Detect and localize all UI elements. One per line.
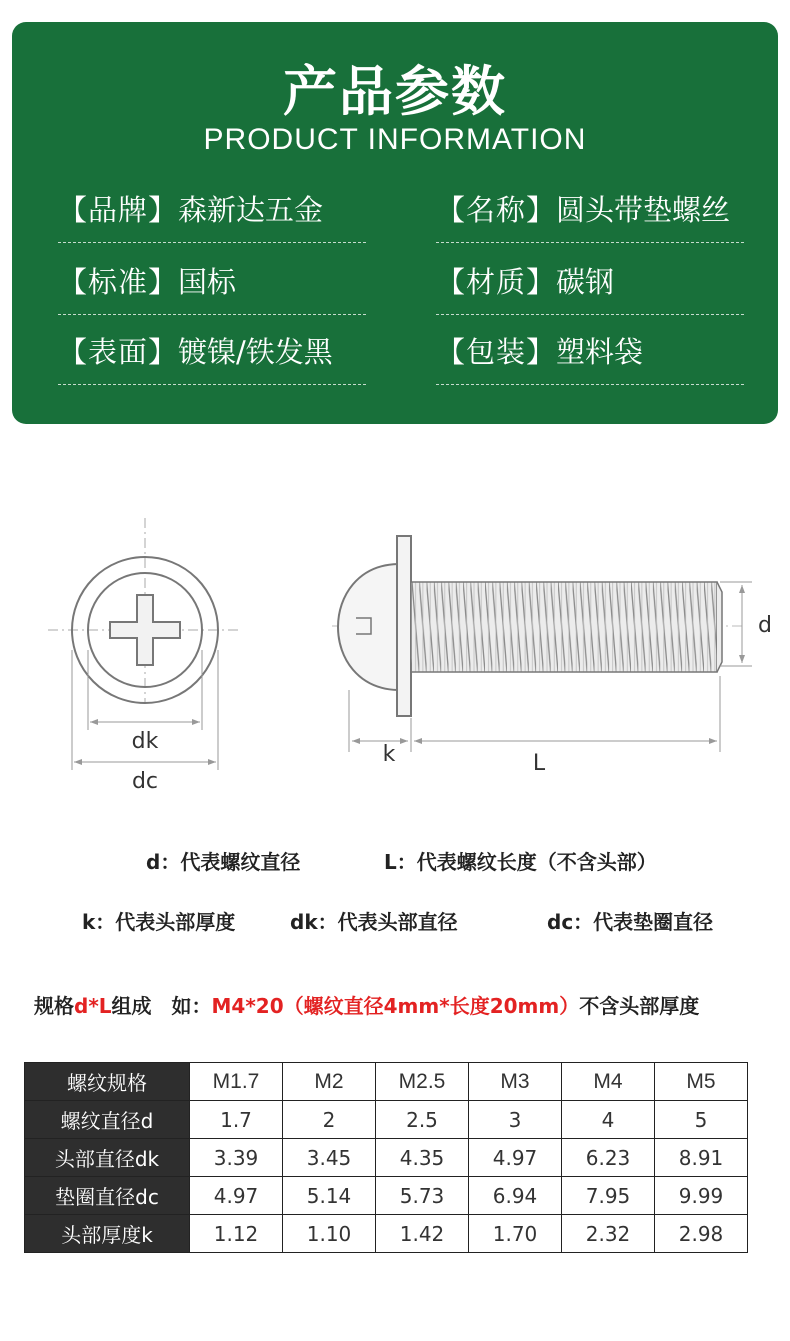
spec-key: 【名称】	[436, 193, 557, 227]
dc-label: dc	[131, 769, 159, 794]
formula-part2: d*L	[74, 994, 112, 1018]
spec-value: 圆头带垫螺丝	[556, 193, 731, 227]
table-cell: 3.39	[190, 1139, 283, 1177]
table-cell: M5	[655, 1063, 748, 1101]
legend-dc: dc：代表垫圈直径	[547, 910, 714, 934]
spec-material	[436, 262, 744, 315]
formula-part1: 规格	[34, 994, 74, 1018]
side-view	[332, 536, 772, 776]
table-row	[25, 1063, 748, 1101]
table-cell: 2.98	[655, 1215, 748, 1253]
spec-table	[24, 1062, 748, 1253]
spec-standard	[58, 262, 366, 315]
table-cell: 4.97	[469, 1139, 562, 1177]
spec-key: 【包装】	[436, 335, 557, 369]
legend-k: k：代表头部厚度	[82, 910, 236, 934]
spec-value: 国标	[178, 265, 237, 299]
formula-example: M4*20（螺纹直径4mm*长度20mm）	[211, 994, 580, 1018]
spec-key: 【标准】	[58, 265, 179, 299]
table-cell: M1.7	[190, 1063, 283, 1101]
spec-surface	[58, 332, 366, 385]
table-cell: M3	[469, 1063, 562, 1101]
table-cell: 7.95	[562, 1177, 655, 1215]
table-cell: 5.73	[376, 1177, 469, 1215]
legend-dk: dk：代表头部直径	[290, 910, 458, 934]
spec-value: 塑料袋	[556, 335, 644, 369]
spec-formula	[34, 990, 699, 1019]
page-subtitle: PRODUCT INFORMATION	[203, 123, 587, 156]
table-row-label: 垫圈直径dc	[25, 1177, 190, 1215]
table-cell: 8.91	[655, 1139, 748, 1177]
table-cell: 1.12	[190, 1215, 283, 1253]
formula-part5: 不含头部厚度	[579, 994, 700, 1018]
page-title: 产品参数	[283, 60, 507, 123]
table-cell: 5.14	[283, 1177, 376, 1215]
table-cell: 2.32	[562, 1215, 655, 1253]
dk-label: dk	[131, 729, 159, 754]
table-cell: M2	[283, 1063, 376, 1101]
table-cell: 2	[283, 1101, 376, 1139]
d-label: d	[758, 613, 772, 638]
table-cell: M2.5	[376, 1063, 469, 1101]
table-cell: 6.94	[469, 1177, 562, 1215]
table-header-label: 螺纹规格	[25, 1063, 190, 1101]
table-cell: 1.42	[376, 1215, 469, 1253]
table-row	[25, 1215, 748, 1253]
formula-part3: 组成 如：	[111, 994, 212, 1018]
table-cell: M4	[562, 1063, 655, 1101]
spec-key: 【品牌】	[58, 193, 179, 227]
spec-value: 森新达五金	[178, 193, 324, 227]
table-cell: 4	[562, 1101, 655, 1139]
front-view	[48, 518, 242, 794]
table-cell: 1.10	[283, 1215, 376, 1253]
legend-d: d：代表螺纹直径	[146, 850, 301, 874]
table-cell: 4.97	[190, 1177, 283, 1215]
L-label: L	[532, 751, 546, 776]
table-row	[25, 1101, 748, 1139]
table-row	[25, 1139, 748, 1177]
table-cell: 1.70	[469, 1215, 562, 1253]
table-cell: 6.23	[562, 1139, 655, 1177]
table-row-label: 螺纹直径d	[25, 1101, 190, 1139]
table-row-label: 头部直径dk	[25, 1139, 190, 1177]
table-cell: 3.45	[283, 1139, 376, 1177]
spec-name	[436, 190, 744, 243]
spec-key: 【材质】	[436, 265, 557, 299]
legend-L: L：代表螺纹长度（不含头部）	[384, 850, 657, 874]
table-cell: 1.7	[190, 1101, 283, 1139]
spec-brand	[58, 190, 366, 243]
spec-value: 镀镍/铁发黑	[178, 335, 333, 369]
table-cell: 5	[655, 1101, 748, 1139]
screw-technical-drawing	[0, 500, 790, 820]
table-cell: 9.99	[655, 1177, 748, 1215]
table-cell: 3	[469, 1101, 562, 1139]
table-row	[25, 1177, 748, 1215]
spec-key: 【表面】	[58, 335, 179, 369]
table-cell: 2.5	[376, 1101, 469, 1139]
product-info-card	[12, 22, 778, 424]
spec-packaging	[436, 332, 744, 385]
spec-value: 碳钢	[556, 265, 615, 299]
table-row-label: 头部厚度k	[25, 1215, 190, 1253]
k-label: k	[382, 742, 396, 767]
table-cell: 4.35	[376, 1139, 469, 1177]
